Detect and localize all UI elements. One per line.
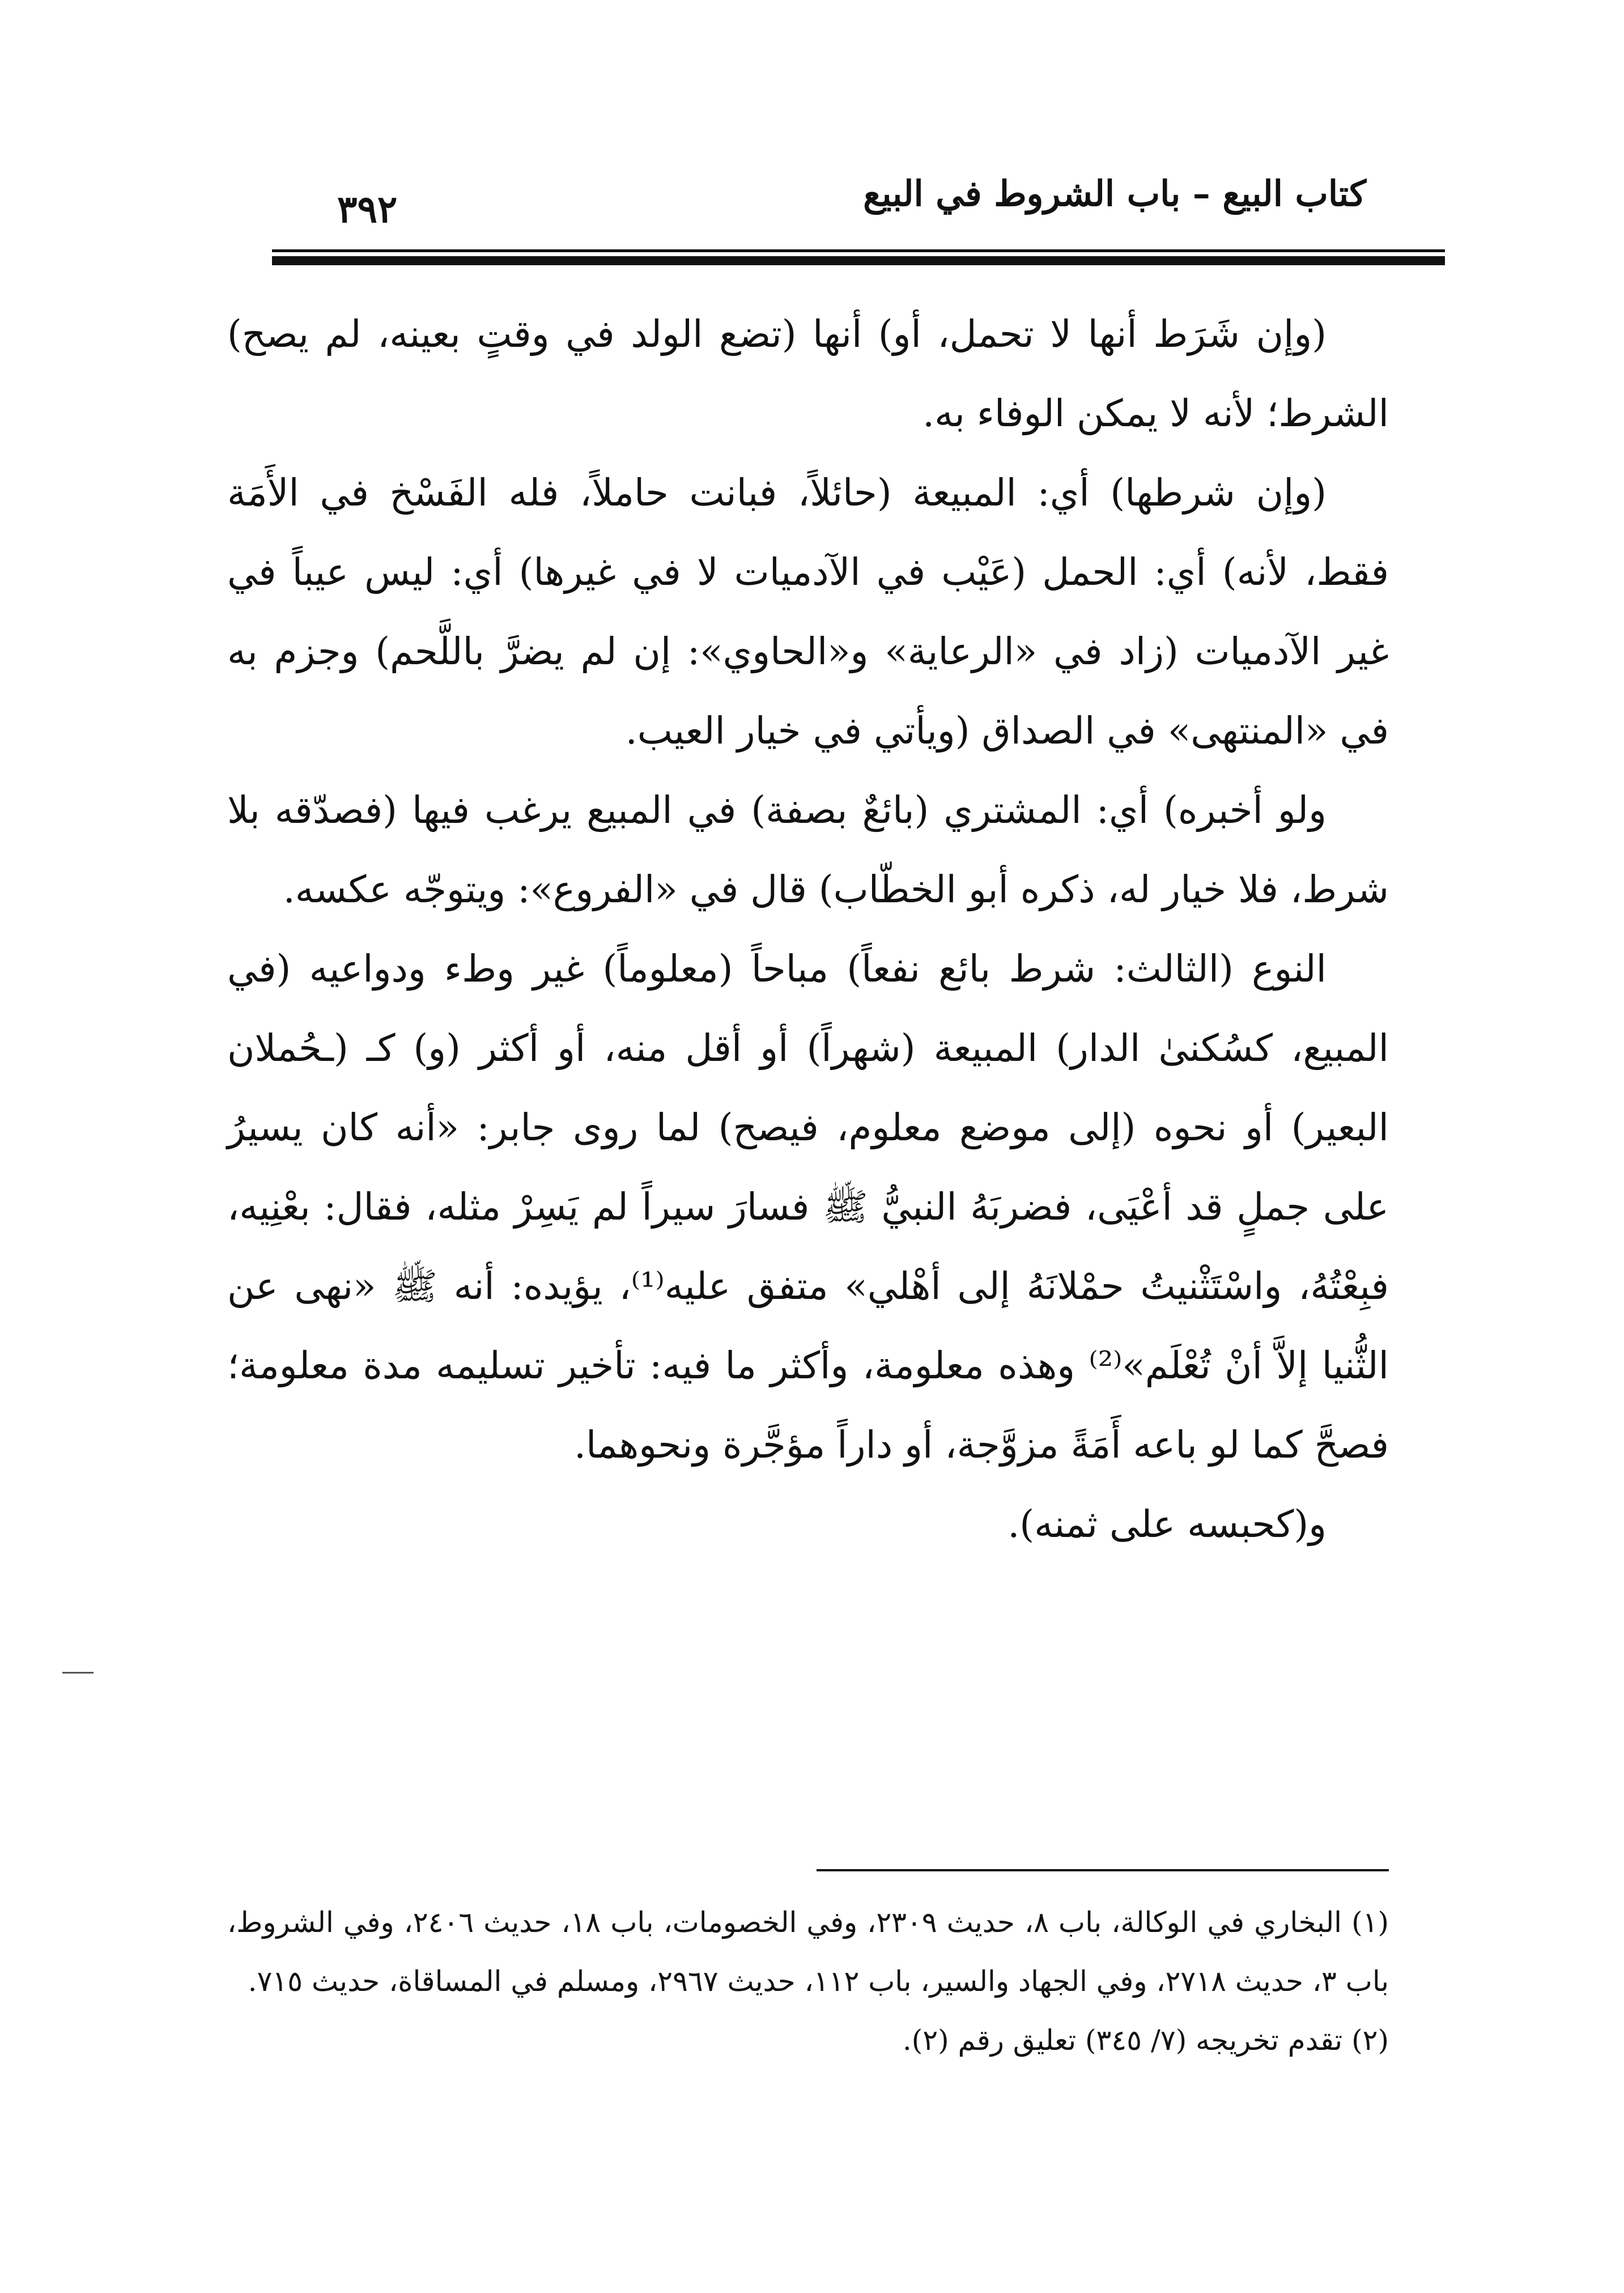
margin-mark: [62, 1672, 93, 1674]
header-title: كتاب البيع – باب الشروط في البيع: [863, 173, 1366, 214]
footnote-2: (٢) تقدم تخريجه (٧/ ٣٤٥) تعليق رقم (٢).: [902, 2024, 1389, 2057]
main-text: [227, 295, 1389, 1564]
paragraph-5: و(كحبسه على ثمنه).: [1007, 1502, 1327, 1546]
footnotes: [227, 1893, 1389, 2070]
paragraph-3: ولو أخبره) أي: المشتري (بائعٌ بصفة) في المبيع يرغب فيها (فصدّقه بلا شرط، فلا خيار له، ذكره أبو الخطّاب) قال في «الفروع»: ويتوجّه عكسه.: [227, 788, 1389, 911]
paragraph-4: النوع (الثالث: شرط بائع نفعاً) مباحاً (معلوماً) غير وطء ودواعيه (في المبيع، كسُكنىٰ الدار) المبيعة (شهراً) أو أقل منه، أو أكثر (و) كـ (ـحُملان البعير) أو نحوه (إلى موضع معلوم، فيصح) لما روى جابر: «أنه كان يسيرُ على جملٍ قد أعْيَى، فضربَهُ النبيُّ ﷺ فسارَ سيراً لم يَسِرْ مثله، فقال: بعْنِيه، فبِعْتُهُ، واسْتَثْنيتُ حمْلانَهُ إلى أهْلي» متفق عليه⁽¹⁾، يؤيده: أنه ﷺ «نهى عن الثُّنيا إلاَّ أنْ تُعْلَم»⁽²⁾ وهذه معلومة، وأكثر ما فيه: تأخير تسليمه مدة معلومة؛ فصحَّ كما لو باعه أَمَةً مزوَّجة، أو داراً مؤجَّرة ونحوهما.: [227, 947, 1389, 1467]
paragraph-2: (وإن شرطها) أي: المبيعة (حائلاً، فبانت حاملاً، فله الفَسْخ في الأَمَة فقط، لأنه) أي: الحمل (عَيْب في الآدميات لا في غيرها) أي: ليس عيباً في غير الآدميات (زاد في «الرعاية» و«الحاوي»: إن لم يضرَّ باللَّحم) وجزم به في «المنتهى» في الصداق (ويأتي في خيار العيب.: [227, 471, 1389, 753]
footnote-separator: [817, 1869, 1389, 1871]
header-rule-thin: [272, 249, 1445, 252]
header-rule-thick: [272, 256, 1445, 265]
page-number: ٣٩٢: [337, 187, 398, 231]
paragraph-1: (وإن شَرَط أنها لا تحمل، أو) أنها (تضع الولد في وقتٍ بعينه، لم يصح) الشرط؛ لأنه لا يمكن الوفاء به.: [227, 312, 1389, 435]
footnote-1: (١) البخاري في الوكالة، باب ٨، حديث ٢٣٠٩، وفي الخصومات، باب ١٨، حديث ٢٤٠٦، وفي الشروط، باب ٣، حديث ٢٧١٨، وفي الجهاد والسير، باب ١١٢، حديث ٢٩٦٧، ومسلم في المساقاة، حديث ٧١٥.: [227, 1906, 1389, 1998]
